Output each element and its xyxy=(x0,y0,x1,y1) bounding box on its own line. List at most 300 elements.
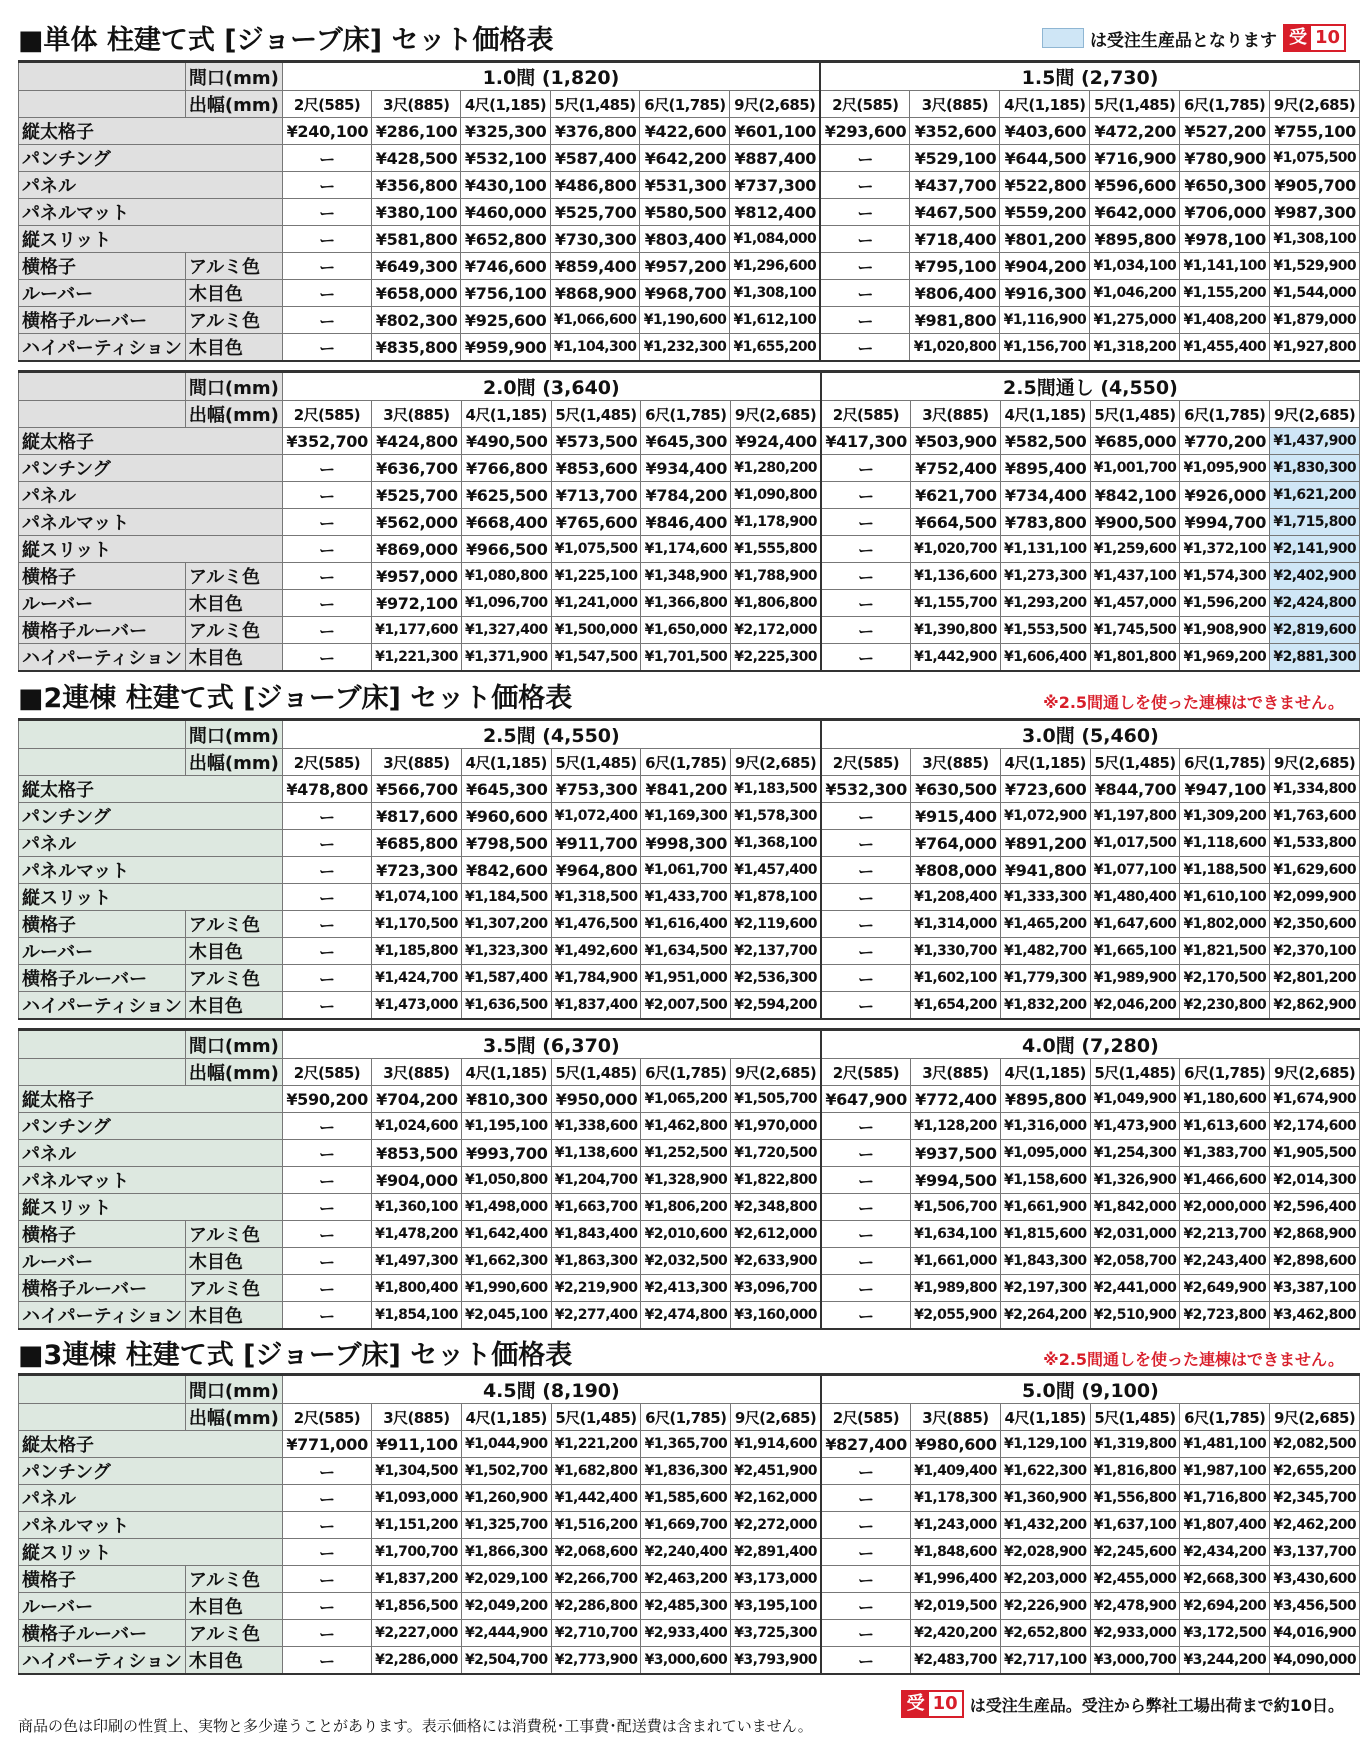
price-cell: ¥1,763,600 xyxy=(1270,803,1360,830)
price-cell: ¥1,856,500 xyxy=(371,1593,461,1620)
price-cell: ー xyxy=(821,1620,911,1647)
row-color-option: 木目色 xyxy=(185,1593,282,1620)
price-cell: ¥1,183,500 xyxy=(731,776,821,803)
price-cell: ¥1,330,700 xyxy=(910,938,1000,965)
price-cell: ¥2,230,800 xyxy=(1180,992,1270,1020)
price-cell: ¥1,481,100 xyxy=(1180,1431,1270,1458)
row-color-option: アルミ色 xyxy=(185,307,282,334)
price-cell: ー xyxy=(282,482,371,509)
row-product-name: パネル xyxy=(19,1485,283,1512)
price-row xyxy=(19,617,1360,644)
price-cell: ¥1,836,300 xyxy=(641,1458,731,1485)
price-cell: ¥403,600 xyxy=(1000,118,1090,145)
price-cell: ¥1,096,700 xyxy=(461,590,551,617)
price-cell: ¥978,100 xyxy=(1180,226,1270,253)
price-cell: ¥630,500 xyxy=(910,776,1000,803)
price-cell: ¥1,951,000 xyxy=(641,965,731,992)
price-cell: ¥1,020,700 xyxy=(910,536,1000,563)
footer-legend xyxy=(901,1690,1344,1718)
price-cell: ¥1,136,600 xyxy=(910,563,1000,590)
price-cell: ー xyxy=(282,911,371,938)
price-cell: ¥887,400 xyxy=(730,145,820,172)
price-cell: ¥1,188,500 xyxy=(1180,857,1270,884)
price-table-single-2 xyxy=(18,370,1360,672)
price-table-double-1 xyxy=(18,718,1360,1020)
row-product-name: ルーバー xyxy=(19,1248,186,1275)
price-cell: ¥853,600 xyxy=(551,455,641,482)
price-cell: ¥428,500 xyxy=(372,145,461,172)
price-cell: ¥1,596,200 xyxy=(1180,590,1270,617)
price-cell: ¥3,244,200 xyxy=(1180,1647,1270,1675)
price-cell: ー xyxy=(820,199,910,226)
price-cell: ー xyxy=(282,280,371,307)
projection-header: 4尺(1,185) xyxy=(1000,749,1090,776)
price-row xyxy=(19,1140,1360,1167)
price-cell: ¥1,544,000 xyxy=(1270,280,1360,307)
price-cell: ¥1,661,000 xyxy=(910,1248,1000,1275)
price-cell: ¥1,024,600 xyxy=(371,1113,461,1140)
price-cell: ¥2,402,900 xyxy=(1270,563,1360,590)
price-row xyxy=(19,1593,1360,1620)
projection-header: 5尺(1,485) xyxy=(551,401,641,428)
price-cell: ¥581,800 xyxy=(372,226,461,253)
price-cell: ¥1,075,500 xyxy=(551,536,641,563)
row-color-option: アルミ色 xyxy=(185,617,282,644)
price-cell: ¥2,451,900 xyxy=(731,1458,821,1485)
price-cell: ¥957,000 xyxy=(371,563,461,590)
row-product-name: パネルマット xyxy=(19,857,283,884)
price-cell: ¥3,000,700 xyxy=(1090,1647,1180,1675)
row-product-name: パネル xyxy=(19,830,283,857)
price-cell: ー xyxy=(821,1113,911,1140)
price-cell: ¥1,602,100 xyxy=(910,965,1000,992)
price-cell: ー xyxy=(821,1248,911,1275)
span-header: 4.0間 (7,280) xyxy=(821,1030,1360,1059)
projection-label: 出幅(mm) xyxy=(185,401,282,428)
price-row xyxy=(19,280,1360,307)
price-cell: ¥1,806,200 xyxy=(641,1194,731,1221)
corner-cell xyxy=(19,720,186,749)
price-cell: ¥1,195,100 xyxy=(461,1113,551,1140)
projection-header: 6尺(1,785) xyxy=(1180,749,1270,776)
price-cell: ¥835,800 xyxy=(372,334,461,362)
price-cell: ー xyxy=(282,830,371,857)
price-cell: ¥987,300 xyxy=(1270,199,1360,226)
price-cell: ¥652,800 xyxy=(461,226,550,253)
price-cell: ¥1,095,000 xyxy=(1000,1140,1090,1167)
corner-cell xyxy=(19,1030,186,1059)
price-cell: ¥755,100 xyxy=(1270,118,1360,145)
price-cell: ¥1,462,800 xyxy=(641,1113,731,1140)
price-cell: ー xyxy=(821,563,911,590)
price-cell: ¥2,219,900 xyxy=(551,1275,641,1302)
price-table-single-1 xyxy=(18,60,1360,362)
header-row-projection xyxy=(19,1059,1360,1086)
price-cell: ¥934,400 xyxy=(641,455,731,482)
price-cell: ¥1,296,600 xyxy=(730,253,820,280)
price-cell: ¥2,694,200 xyxy=(1180,1593,1270,1620)
projection-header: 4尺(1,185) xyxy=(1000,1404,1090,1431)
price-cell: ¥770,200 xyxy=(1180,428,1270,455)
price-cell: ¥1,505,700 xyxy=(731,1086,821,1113)
row-product-name: 横格子 xyxy=(19,1221,186,1248)
price-cell: ¥2,068,600 xyxy=(551,1539,641,1566)
price-cell: ¥430,100 xyxy=(461,172,550,199)
price-row xyxy=(19,884,1360,911)
price-cell: ¥772,400 xyxy=(910,1086,1000,1113)
price-cell: ¥1,065,200 xyxy=(641,1086,731,1113)
price-cell: ¥1,131,100 xyxy=(1000,536,1090,563)
price-cell: ー xyxy=(821,590,911,617)
price-cell: ¥649,300 xyxy=(372,253,461,280)
projection-header: 5尺(1,485) xyxy=(551,749,641,776)
price-cell: ¥2,723,800 xyxy=(1180,1302,1270,1330)
corner-cell xyxy=(19,1375,186,1404)
price-cell: ¥2,137,700 xyxy=(731,938,821,965)
price-cell: ¥650,300 xyxy=(1180,172,1270,199)
row-product-name: 縦太格子 xyxy=(19,1431,283,1458)
price-cell: ¥891,200 xyxy=(1000,830,1090,857)
price-cell: ー xyxy=(820,280,910,307)
price-cell: ー xyxy=(282,965,371,992)
footer-note: 商品の色は印刷の性質上、実物と多少違うことがあります。表示価格には消費税･工事費･配送費は含まれていません。 xyxy=(18,1717,813,1735)
projection-header: 9尺(2,685) xyxy=(1270,1059,1360,1086)
row-color-option: 木目色 xyxy=(185,1647,282,1675)
price-cell: ¥1,466,600 xyxy=(1180,1167,1270,1194)
price-cell: ¥916,300 xyxy=(1000,280,1090,307)
price-cell: ¥1,784,900 xyxy=(551,965,641,992)
price-cell: ¥1,821,500 xyxy=(1180,938,1270,965)
span-header: 5.0間 (9,100) xyxy=(821,1375,1360,1404)
price-cell: ¥730,300 xyxy=(550,226,640,253)
price-cell: ¥2,286,000 xyxy=(371,1647,461,1675)
price-cell: ¥904,000 xyxy=(371,1167,461,1194)
price-cell: ¥1,822,800 xyxy=(731,1167,821,1194)
price-cell: ー xyxy=(820,172,910,199)
price-cell: ¥1,325,700 xyxy=(461,1512,551,1539)
price-cell: ¥2,649,900 xyxy=(1180,1275,1270,1302)
price-cell: ¥472,200 xyxy=(1090,118,1180,145)
row-color-option: アルミ色 xyxy=(185,911,282,938)
price-cell: ¥645,300 xyxy=(641,428,731,455)
projection-header: 5尺(1,485) xyxy=(1090,1404,1180,1431)
price-cell: ¥1,155,700 xyxy=(910,590,1000,617)
price-cell: ¥998,300 xyxy=(641,830,731,857)
price-cell: ¥1,636,500 xyxy=(461,992,551,1020)
price-cell: ー xyxy=(821,1275,911,1302)
projection-header: 4尺(1,185) xyxy=(461,749,551,776)
price-cell: ー xyxy=(821,1647,911,1675)
price-cell: ¥2,031,000 xyxy=(1090,1221,1180,1248)
price-cell: ¥1,669,700 xyxy=(641,1512,731,1539)
price-cell: ¥1,221,200 xyxy=(551,1431,641,1458)
price-cell: ¥293,600 xyxy=(820,118,910,145)
price-cell: ¥1,259,600 xyxy=(1090,536,1180,563)
projection-header: 3尺(885) xyxy=(371,749,461,776)
price-cell: ¥2,162,000 xyxy=(731,1485,821,1512)
span-header: 2.5間通し (4,550) xyxy=(821,372,1360,401)
price-cell: ¥1,587,400 xyxy=(461,965,551,992)
projection-header: 6尺(1,785) xyxy=(1180,401,1270,428)
price-cell: ¥1,863,300 xyxy=(551,1248,641,1275)
price-cell: ¥529,100 xyxy=(910,145,1000,172)
price-cell: ¥1,334,800 xyxy=(1270,776,1360,803)
price-cell: ¥1,879,000 xyxy=(1270,307,1360,334)
price-cell: ¥1,556,800 xyxy=(1090,1485,1180,1512)
price-cell: ¥2,633,900 xyxy=(731,1248,821,1275)
price-cell: ー xyxy=(821,803,911,830)
price-cell: ー xyxy=(821,1539,911,1566)
price-cell: ¥424,800 xyxy=(371,428,461,455)
price-cell: ¥2,000,000 xyxy=(1180,1194,1270,1221)
price-cell: ¥1,837,400 xyxy=(551,992,641,1020)
price-cell: ¥1,720,500 xyxy=(731,1140,821,1167)
price-cell: ¥1,158,600 xyxy=(1000,1167,1090,1194)
price-cell: ¥478,800 xyxy=(282,776,371,803)
price-cell: ¥2,652,800 xyxy=(1000,1620,1090,1647)
price-cell: ¥895,800 xyxy=(1090,226,1180,253)
projection-header: 5尺(1,485) xyxy=(1090,749,1180,776)
price-cell: ¥2,170,500 xyxy=(1180,965,1270,992)
price-cell: ¥356,800 xyxy=(372,172,461,199)
price-cell: ー xyxy=(282,536,371,563)
price-cell: ¥1,837,200 xyxy=(371,1566,461,1593)
price-cell: ー xyxy=(282,145,371,172)
price-cell: ¥1,842,000 xyxy=(1090,1194,1180,1221)
price-cell: ー xyxy=(820,145,910,172)
price-cell: ¥2,049,200 xyxy=(461,1593,551,1620)
projection-header: 5尺(1,485) xyxy=(551,1404,641,1431)
row-product-name: ルーバー xyxy=(19,938,186,965)
price-cell: ¥460,000 xyxy=(461,199,550,226)
price-cell: ¥964,800 xyxy=(551,857,641,884)
price-cell: ¥2,240,400 xyxy=(641,1539,731,1566)
price-cell: ¥1,308,100 xyxy=(1270,226,1360,253)
price-cell: ¥1,190,600 xyxy=(640,307,730,334)
price-cell: ー xyxy=(821,644,911,672)
price-cell: ¥1,020,800 xyxy=(910,334,1000,362)
price-row xyxy=(19,857,1360,884)
price-cell: ¥2,801,200 xyxy=(1270,965,1360,992)
price-cell: ¥966,500 xyxy=(461,536,551,563)
price-row xyxy=(19,455,1360,482)
header-row-frontage xyxy=(19,62,1360,91)
price-cell: ¥1,622,300 xyxy=(1000,1458,1090,1485)
price-cell: ¥1,437,900 xyxy=(1270,428,1360,455)
price-cell: ¥3,173,000 xyxy=(731,1566,821,1593)
price-row xyxy=(19,1512,1360,1539)
projection-header: 9尺(2,685) xyxy=(731,1404,821,1431)
price-cell: ¥2,710,700 xyxy=(551,1620,641,1647)
price-cell: ¥2,413,300 xyxy=(641,1275,731,1302)
price-cell: ¥1,682,800 xyxy=(551,1458,641,1485)
price-cell: ¥1,383,700 xyxy=(1180,1140,1270,1167)
price-cell: ¥3,137,700 xyxy=(1270,1539,1360,1566)
section-note-double: ※2.5間通しを使った連棟はできません。 xyxy=(1043,693,1344,712)
price-cell: ー xyxy=(820,253,910,280)
row-product-name: パネルマット xyxy=(19,199,283,226)
price-cell: ¥765,600 xyxy=(551,509,641,536)
price-cell: ¥685,800 xyxy=(371,830,461,857)
price-row xyxy=(19,1167,1360,1194)
span-header: 1.5間 (2,730) xyxy=(820,62,1359,91)
frontage-label: 間口(mm) xyxy=(185,1375,282,1404)
projection-header: 3尺(885) xyxy=(910,401,1000,428)
price-cell: ¥803,400 xyxy=(640,226,730,253)
row-product-name: 縦太格子 xyxy=(19,776,283,803)
row-product-name: ルーバー xyxy=(19,590,186,617)
price-cell: ¥766,800 xyxy=(461,455,551,482)
price-row xyxy=(19,1566,1360,1593)
span-header: 1.0間 (1,820) xyxy=(282,62,820,91)
price-cell: ¥527,200 xyxy=(1180,118,1270,145)
price-cell: ¥2,055,900 xyxy=(910,1302,1000,1330)
price-cell: ¥1,854,100 xyxy=(371,1302,461,1330)
price-cell: ¥658,000 xyxy=(372,280,461,307)
made-to-order-badge-footer: 受 10 xyxy=(901,1690,964,1718)
price-cell: ¥2,141,900 xyxy=(1270,536,1360,563)
price-cell: ¥841,200 xyxy=(641,776,731,803)
price-cell: ¥1,650,000 xyxy=(641,617,731,644)
price-cell: ¥1,442,400 xyxy=(551,1485,641,1512)
price-cell: ¥2,862,900 xyxy=(1270,992,1360,1020)
price-cell: ¥1,807,400 xyxy=(1180,1512,1270,1539)
price-cell: ¥753,300 xyxy=(551,776,641,803)
price-cell: ¥1,308,100 xyxy=(730,280,820,307)
price-cell: ¥1,241,000 xyxy=(551,590,641,617)
row-color-option: 木目色 xyxy=(185,992,282,1020)
price-cell: ¥1,455,400 xyxy=(1180,334,1270,362)
price-cell: ¥783,800 xyxy=(1000,509,1090,536)
price-cell: ¥1,585,600 xyxy=(641,1485,731,1512)
price-cell: ¥1,034,100 xyxy=(1090,253,1180,280)
price-cell: ー xyxy=(282,455,371,482)
price-cell: ¥1,075,500 xyxy=(1270,145,1360,172)
header-row-projection xyxy=(19,1404,1360,1431)
price-cell: ¥911,700 xyxy=(551,830,641,857)
price-cell: ¥1,138,600 xyxy=(551,1140,641,1167)
row-product-name: 横格子ルーバー xyxy=(19,965,186,992)
price-cell: ¥1,465,200 xyxy=(1000,911,1090,938)
price-row xyxy=(19,1539,1360,1566)
price-cell: ¥802,300 xyxy=(372,307,461,334)
price-cell: ー xyxy=(282,307,371,334)
price-cell: ¥532,300 xyxy=(821,776,911,803)
price-cell: ¥853,500 xyxy=(371,1140,461,1167)
price-cell: ¥1,208,400 xyxy=(910,884,1000,911)
price-cell: ¥957,200 xyxy=(640,253,730,280)
price-cell: ¥352,700 xyxy=(282,428,371,455)
corner-cell xyxy=(19,91,186,118)
price-cell: ¥422,600 xyxy=(640,118,730,145)
price-cell: ¥1,319,800 xyxy=(1090,1431,1180,1458)
price-cell: ¥3,096,700 xyxy=(731,1275,821,1302)
projection-header: 9尺(2,685) xyxy=(1270,401,1360,428)
header-row-frontage xyxy=(19,1375,1360,1404)
frontage-label: 間口(mm) xyxy=(185,1030,282,1059)
price-row xyxy=(19,482,1360,509)
price-cell: ¥1,701,500 xyxy=(641,644,731,672)
price-cell: ¥3,430,600 xyxy=(1270,1566,1360,1593)
price-cell: ¥566,700 xyxy=(371,776,461,803)
price-cell: ¥1,482,700 xyxy=(1000,938,1090,965)
row-product-name: 縦スリット xyxy=(19,1194,283,1221)
projection-header: 5尺(1,485) xyxy=(1090,91,1180,118)
price-cell: ¥2,213,700 xyxy=(1180,1221,1270,1248)
price-cell: ¥1,473,900 xyxy=(1090,1113,1180,1140)
projection-header: 4尺(1,185) xyxy=(1000,91,1090,118)
price-cell: ¥1,155,200 xyxy=(1180,280,1270,307)
corner-cell xyxy=(19,749,186,776)
price-cell: ¥2,010,600 xyxy=(641,1221,731,1248)
projection-label: 出幅(mm) xyxy=(185,1404,282,1431)
price-cell: ¥1,661,900 xyxy=(1000,1194,1090,1221)
projection-header: 2尺(585) xyxy=(282,1404,371,1431)
price-cell: ¥1,500,000 xyxy=(551,617,641,644)
price-cell: ¥911,100 xyxy=(371,1431,461,1458)
projection-header: 2尺(585) xyxy=(821,749,911,776)
price-cell: ¥2,594,200 xyxy=(731,992,821,1020)
header-row-frontage xyxy=(19,372,1360,401)
projection-header: 2尺(585) xyxy=(282,91,371,118)
price-row xyxy=(19,1485,1360,1512)
price-row xyxy=(19,644,1360,672)
price-cell: ー xyxy=(282,590,371,617)
projection-header: 6尺(1,785) xyxy=(1180,1404,1270,1431)
price-cell: ¥1,243,000 xyxy=(910,1512,1000,1539)
price-cell: ¥1,232,300 xyxy=(640,334,730,362)
price-cell: ¥1,044,900 xyxy=(461,1431,551,1458)
price-cell: ¥900,500 xyxy=(1090,509,1180,536)
price-cell: ¥1,663,700 xyxy=(551,1194,641,1221)
price-cell: ¥2,933,000 xyxy=(1090,1620,1180,1647)
price-cell: ¥1,104,300 xyxy=(550,334,640,362)
projection-header: 2尺(585) xyxy=(820,91,910,118)
price-cell: ¥924,400 xyxy=(731,428,821,455)
price-cell: ¥532,100 xyxy=(461,145,550,172)
projection-header: 2尺(585) xyxy=(282,1059,371,1086)
price-cell: ¥1,372,100 xyxy=(1180,536,1270,563)
price-row xyxy=(19,1086,1360,1113)
projection-header: 4尺(1,185) xyxy=(461,1404,551,1431)
price-cell: ¥869,000 xyxy=(371,536,461,563)
price-cell: ¥1,129,100 xyxy=(1000,1431,1090,1458)
price-cell: ー xyxy=(282,563,371,590)
price-cell: ¥1,328,900 xyxy=(641,1167,731,1194)
price-cell: ¥2,014,300 xyxy=(1270,1167,1360,1194)
price-cell: ¥1,642,400 xyxy=(461,1221,551,1248)
projection-header: 3尺(885) xyxy=(372,91,461,118)
price-cell: ¥2,172,000 xyxy=(731,617,821,644)
price-cell: ー xyxy=(282,884,371,911)
price-cell: ー xyxy=(282,803,371,830)
price-cell: ¥2,264,200 xyxy=(1000,1302,1090,1330)
frontage-label: 間口(mm) xyxy=(185,372,282,401)
price-cell: ー xyxy=(821,1458,911,1485)
price-cell: ¥1,457,400 xyxy=(731,857,821,884)
price-cell: ¥580,500 xyxy=(640,199,730,226)
price-cell: ー xyxy=(821,482,911,509)
price-cell: ¥668,400 xyxy=(461,509,551,536)
price-cell: ¥1,848,600 xyxy=(910,1539,1000,1566)
price-cell: ¥1,080,800 xyxy=(461,563,551,590)
corner-cell xyxy=(19,62,186,91)
projection-header: 3尺(885) xyxy=(371,1404,461,1431)
price-cell: ー xyxy=(821,1512,911,1539)
price-cell: ¥2,028,900 xyxy=(1000,1539,1090,1566)
price-cell: ¥2,881,300 xyxy=(1270,644,1360,672)
projection-header: 6尺(1,785) xyxy=(641,749,731,776)
